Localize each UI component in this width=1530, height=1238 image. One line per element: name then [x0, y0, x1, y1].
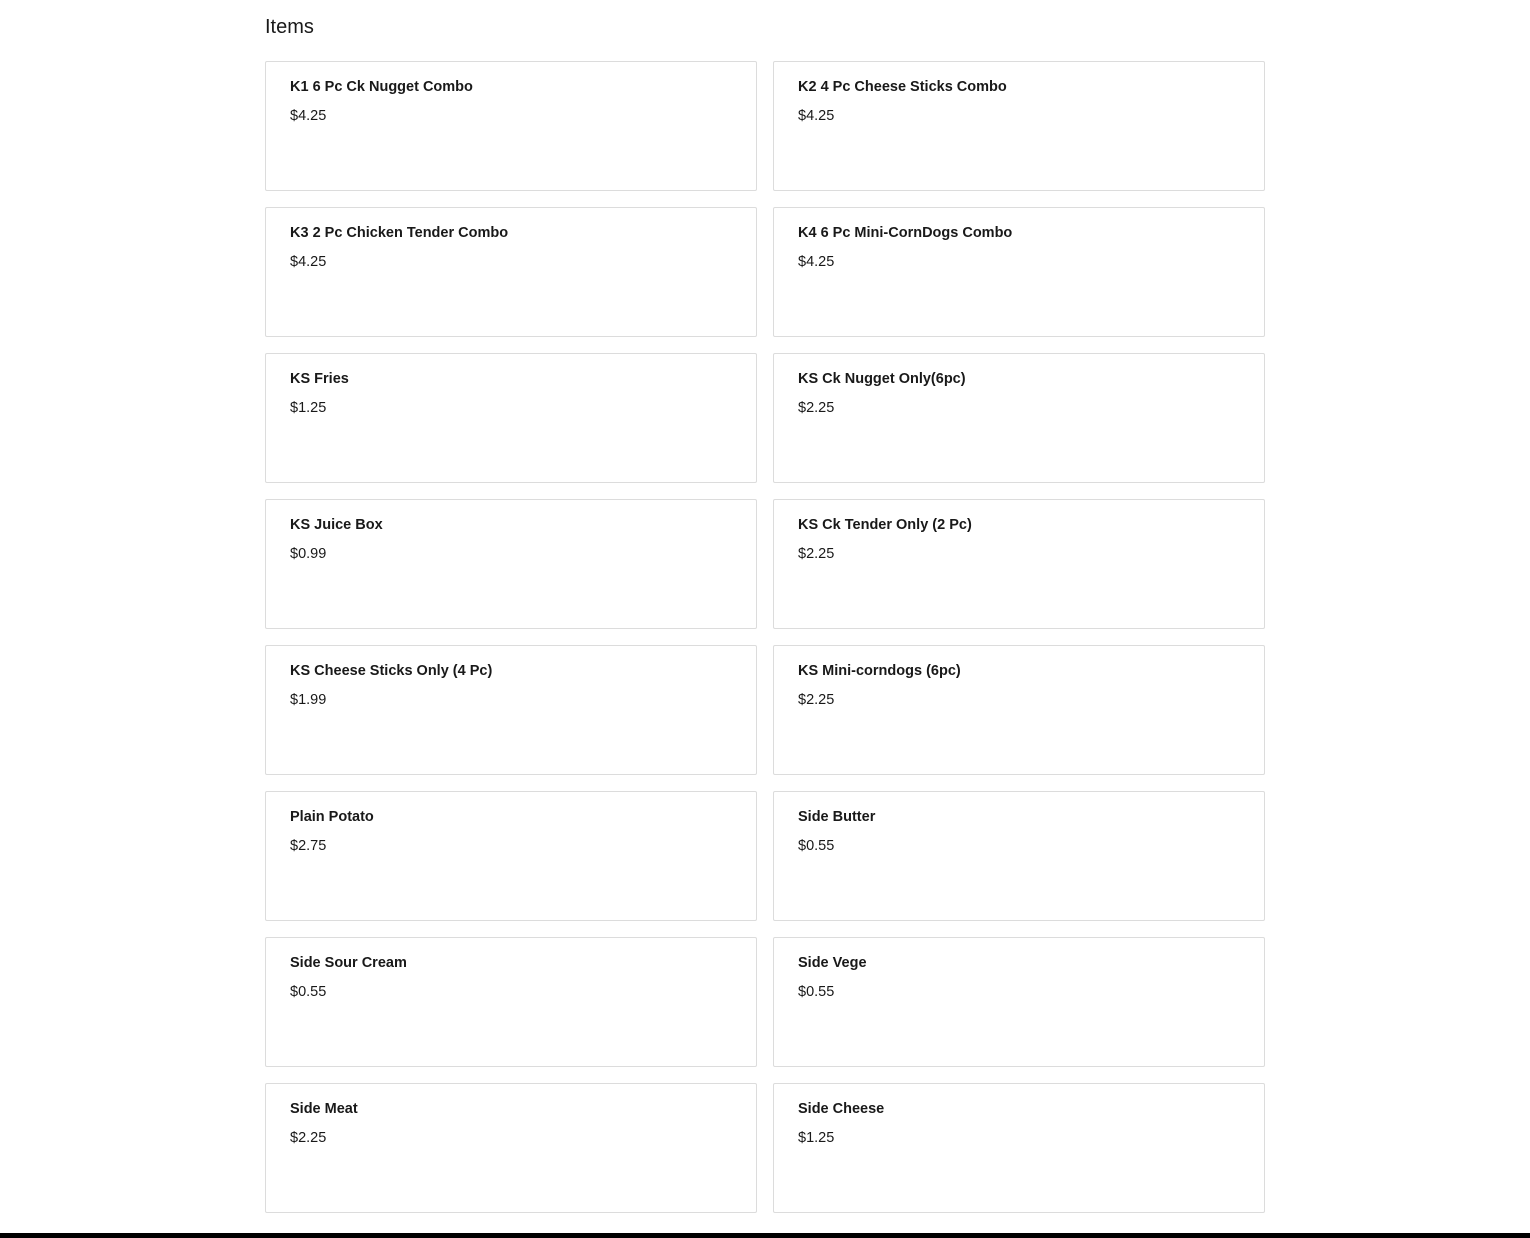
item-price: $1.25	[798, 1130, 835, 1146]
item-price: $4.25	[290, 108, 327, 124]
menu-item-card[interactable]	[265, 353, 757, 483]
item-price: $2.25	[798, 400, 835, 416]
menu-item-card[interactable]	[773, 207, 1265, 337]
item-price: $4.25	[798, 108, 835, 124]
item-price: $4.25	[290, 254, 327, 270]
item-price: $0.55	[798, 984, 835, 1000]
menu-item-card[interactable]	[773, 645, 1265, 775]
menu-item-card[interactable]	[265, 207, 757, 337]
menu-item-card[interactable]	[265, 1083, 757, 1213]
item-price: $2.25	[798, 692, 835, 708]
item-name: KS Mini-corndogs (6pc)	[798, 663, 961, 679]
menu-item-card[interactable]	[773, 499, 1265, 629]
item-price: $1.25	[290, 400, 327, 416]
item-price: $2.25	[290, 1130, 327, 1146]
item-name: Plain Potato	[290, 809, 374, 825]
menu-item-card[interactable]	[265, 499, 757, 629]
item-name: KS Fries	[290, 371, 349, 387]
item-name: Side Butter	[798, 809, 876, 825]
menu-item-card[interactable]	[773, 61, 1265, 191]
item-price: $0.55	[290, 984, 327, 1000]
menu-item-card[interactable]	[773, 1083, 1265, 1213]
menu-item-card[interactable]	[773, 791, 1265, 921]
item-name: Side Meat	[290, 1101, 358, 1117]
item-name: K4 6 Pc Mini-CornDogs Combo	[798, 225, 1013, 241]
item-price: $2.25	[798, 546, 835, 562]
bottom-bar	[0, 1233, 1530, 1238]
item-name: KS Ck Nugget Only(6pc)	[798, 371, 966, 387]
item-name: K3 2 Pc Chicken Tender Combo	[290, 225, 509, 241]
item-price: $1.99	[290, 692, 327, 708]
item-name: K1 6 Pc Ck Nugget Combo	[290, 79, 473, 95]
menu-item-card[interactable]	[773, 937, 1265, 1067]
item-price: $0.55	[798, 838, 835, 854]
item-price: $4.25	[798, 254, 835, 270]
item-price: $2.75	[290, 838, 327, 854]
item-name: K2 4 Pc Cheese Sticks Combo	[798, 79, 1007, 95]
menu-item-card[interactable]	[265, 937, 757, 1067]
menu-item-card[interactable]	[265, 645, 757, 775]
menu-item-card[interactable]	[265, 61, 757, 191]
section-title: Items	[265, 16, 314, 38]
menu-item-card[interactable]	[265, 791, 757, 921]
item-price: $0.99	[290, 546, 327, 562]
item-name: KS Ck Tender Only (2 Pc)	[798, 517, 972, 533]
item-name: Side Cheese	[798, 1101, 885, 1117]
item-name: KS Cheese Sticks Only (4 Pc)	[290, 663, 493, 679]
menu-item-card[interactable]	[773, 353, 1265, 483]
item-name: Side Sour Cream	[290, 955, 407, 971]
items-grid	[265, 61, 1265, 1213]
item-name: KS Juice Box	[290, 517, 383, 533]
item-name: Side Vege	[798, 955, 867, 971]
